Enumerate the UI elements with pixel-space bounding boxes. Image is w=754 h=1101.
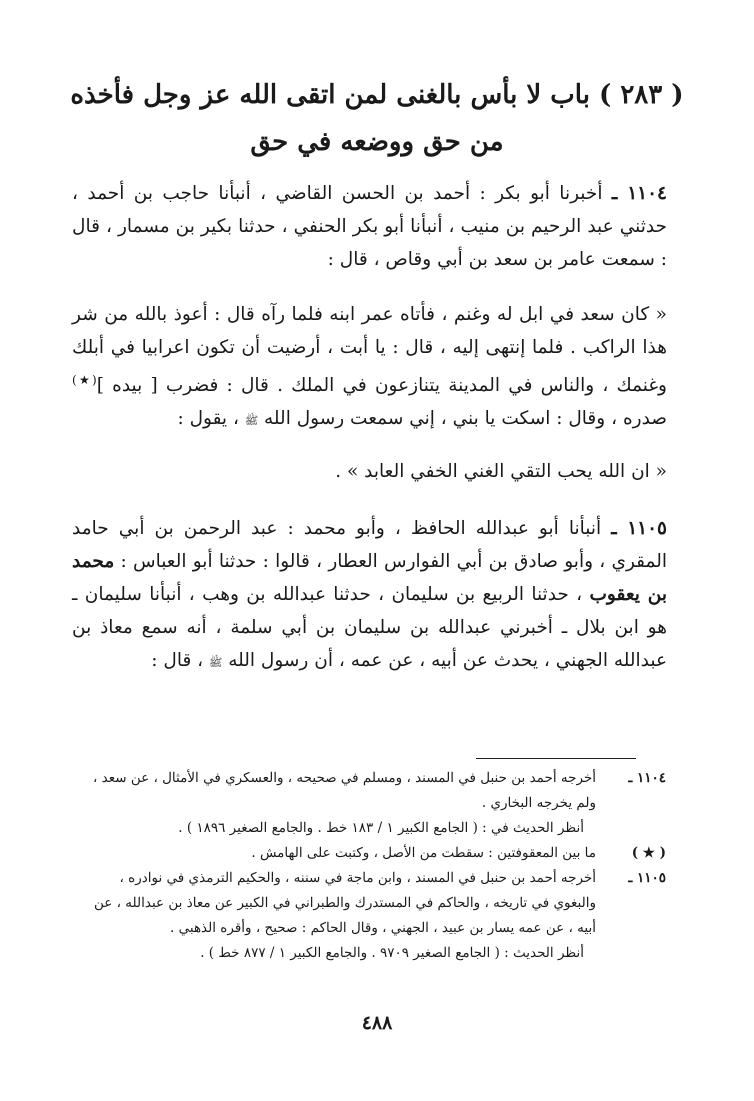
matn-text: ، يقول : [177,408,239,430]
isnad-text: ، حدثنا الربيع بن سليمان ، حدثنا عبدالله بن وهب ، أنبأنا سليمان ـ هو ابن بلال ـ أخبرني عبدالله بن سليمان بن أبي سلمة ، أنه سمع معاذ بن عبدالله الجهني ، يحدث عن أبيه ، عن عمه ، أن رسول الله [72,584,667,672]
hadith-number: ١١٠٤ ـ [611,183,667,204]
main-text [72,177,667,679]
footnote-divider [476,758,636,759]
footnote-number: ١١٠٥ ـ [628,870,666,886]
matn-text: « كان سعد في ابل له وغنم ، فأتاه عمر ابنه فلما رآه قال : أعوذ بالله من شر هذا الراكب . فلما إنتهى إليه ، قال : يا أبت ، أرضيت أن تكون اعرابيا في أبلك وغنمك ، والناس في المدينة يتنازعون في الملك . قال : فضرب [ بيده ] [72,304,667,397]
footnote-star [75,841,666,866]
footnote-1105 [75,866,666,966]
isnad-text: ، قال : [151,650,204,672]
footnote-text: أخرجه أحمد بن حنبل في المسند ، ومسلم في صحيحه ، والعسكري في الأمثال ، عن سعد ، ولم يخرجه البخاري . [92,770,596,811]
footnote-number: ١١٠٤ ـ [628,770,666,786]
footnote-1104 [75,766,666,841]
hadith-1104-matn [72,298,667,437]
footnotes [75,766,666,966]
hadith-number: ١١٠٥ ـ [611,518,667,540]
isnad-text: أخبرنا أبو بكر : أحمد بن الحسن القاضي ، أنبأنا حاجب بن أحمد ، حدثني عبد الرحيم بن منيب ، أنبأنا أبو بكر الحنفي ، حدثنا بكير بن مسمار ، قال : سمعت عامر بن سعد بن أبي وقاص ، قال : [72,183,667,270]
hadith-1105-isnad [72,512,667,679]
matn-text: صدره ، وقال : اسكت يا بني ، إني سمعت رسول الله [264,408,667,430]
footnote-text: أخرجه أحمد بن حنبل في المسند ، وابن ماجة في سننه ، والحكيم الترمذي في نوادره ، والبغوي في تاريخه ، والحاكم في المستدرك والطبراني في الكبير عن معاذ بن عبدالله ، عن أبيه ، عن عمه يسار بن عبيد ، الجهني ، وقال الحاكم : صحيح ، وأقره الذهبي . [94,870,596,936]
footnote-marker: (★) [72,373,97,387]
salutation-glyph: ﷺ [244,414,259,428]
footnote-text: ما بين المعقوفتين : سقطت من الأصل ، وكتبت على الهامش . [251,845,596,861]
hadith-1104-isnad [72,177,667,276]
footnote-number: ( ★ ) [631,845,666,861]
isnad-text: أنبأنا أبو عبدالله الحافظ ، وأبو محمد : عبد الرحمن بن أبي حامد المقري ، وأبو صادق بن أبي الفوارس العطار ، قالوا : حدثنا أبو العباس : [72,518,667,573]
footnote-text: أنظر الحديث في : ( الجامع الكبير ١ / ١٨٣ خط . والجامع الصغير ١٨٩٦ ) . [178,820,584,836]
chapter-title: ( ٢٨٣ ) باب لا بأس بالغنى لمن اتقى الله عز وجل فأخذه من حق ووضعه في حق [70,80,684,157]
salutation-glyph: ﷺ [209,656,223,670]
hadith-1104-saying: « ان الله يحب التقي الغني الخفي العابد » . [335,461,667,483]
narrator-name: محمد بن يعقوب [72,551,668,606]
footnote-text: أنظر الحديث : ( الجامع الصغير ٩٧٠٩ . والجامع الكبير ١ / ٨٧٧ خط ) . [200,945,584,961]
page-number: ٤٨٨ [361,1012,393,1034]
